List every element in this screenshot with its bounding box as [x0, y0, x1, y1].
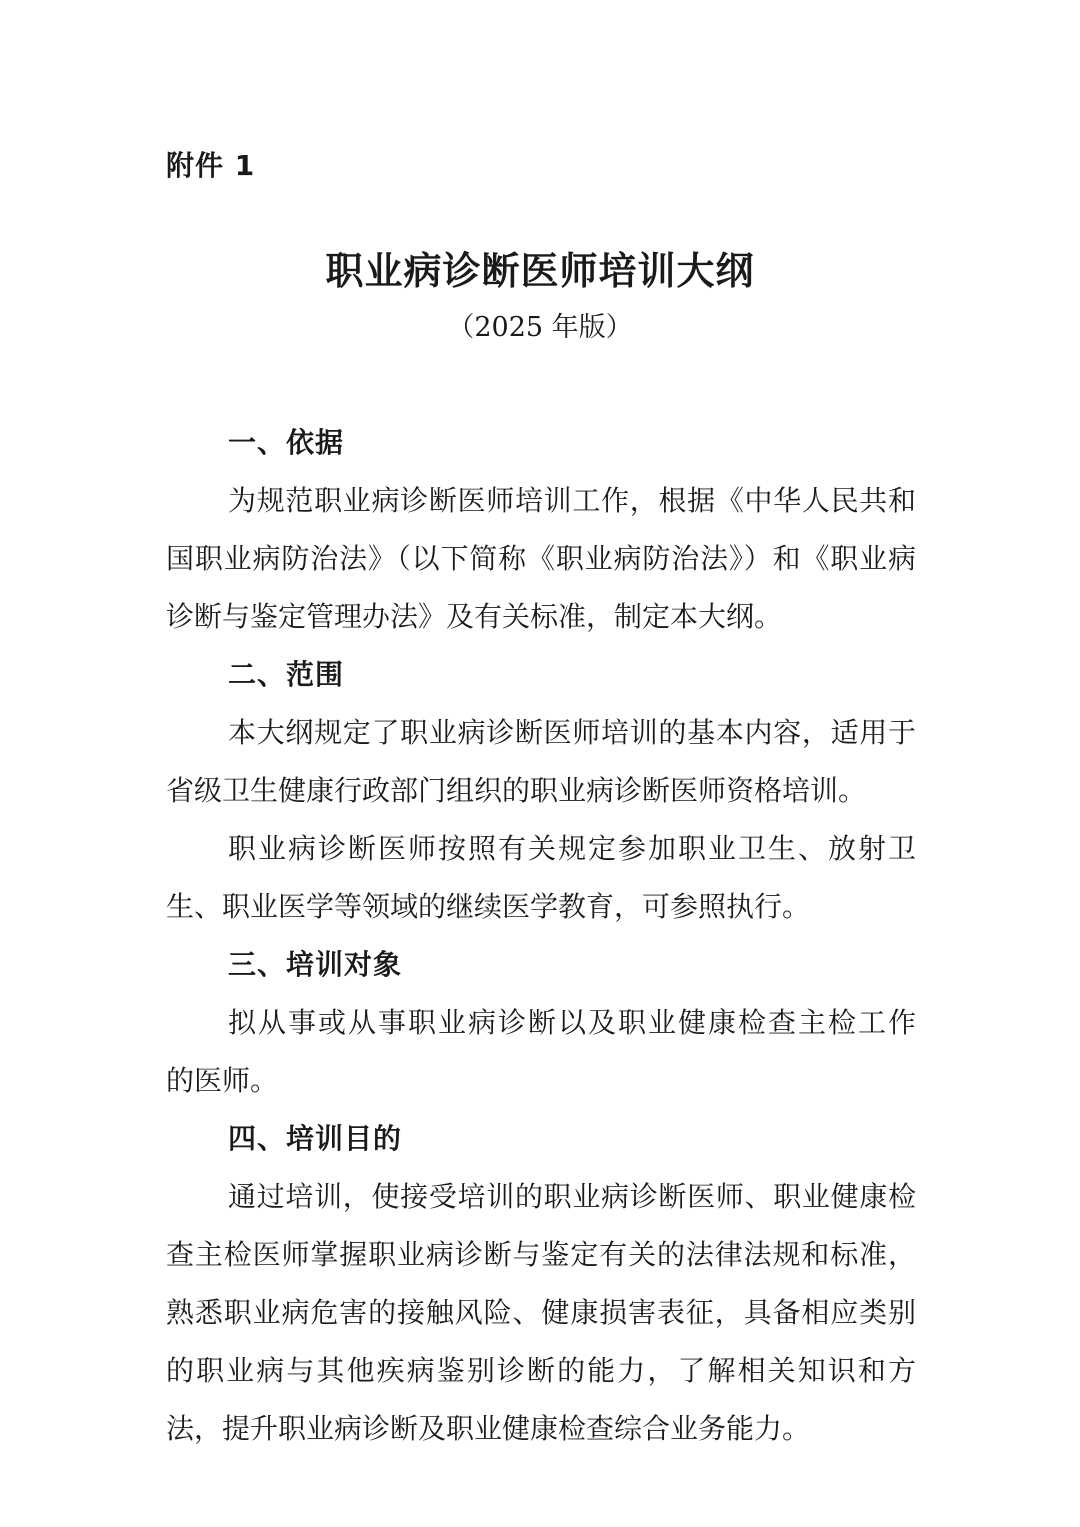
paragraph-line: 省级卫生健康行政部门组织的职业病诊断医师资格培训。: [166, 774, 867, 807]
paragraph-line: 为规范职业病诊断医师培训工作，根据《中华人民共和: [228, 484, 916, 517]
section-heading-trainees: 三、培训对象: [228, 948, 403, 981]
section-heading-objectives: 四、培训目的: [228, 1122, 403, 1155]
paragraph-line: 熟悉职业病危害的接触风险、健康损害表征，具备相应类别: [166, 1296, 916, 1329]
paragraph: [166, 704, 916, 820]
paragraph-line: 本大纲规定了职业病诊断医师培训的基本内容，适用于: [228, 716, 916, 749]
attachment-label: 附件 1: [166, 149, 256, 182]
paragraph-line: 法，提升职业病诊断及职业健康检查综合业务能力。: [166, 1412, 811, 1445]
document-title: 职业病诊断医师培训大纲: [325, 249, 755, 293]
paragraph-line: 通过培训，使接受培训的职业病诊断医师、职业健康检: [228, 1180, 916, 1213]
paragraph: [166, 820, 916, 936]
paragraph: [166, 994, 916, 1110]
section-heading-scope: 二、范围: [228, 658, 345, 691]
paragraph-line: 国职业病防治法》（以下简称《职业病防治法》）和《职业病: [166, 542, 916, 575]
paragraph-line: 的职业病与其他疾病鉴别诊断的能力，了解相关知识和方: [166, 1354, 916, 1387]
paragraph-line: 职业病诊断医师按照有关规定参加职业卫生、放射卫: [228, 832, 916, 865]
paragraph-line: 拟从事或从事职业病诊断以及职业健康检查主检工作: [228, 1006, 916, 1039]
paragraph-line: 生、职业医学等领域的继续医学教育，可参照执行。: [166, 890, 811, 923]
paragraph: [166, 1168, 916, 1458]
document-body: [166, 414, 916, 1458]
paragraph: [166, 472, 916, 646]
edition-note: （2025 年版）: [447, 312, 633, 343]
paragraph-line: 诊断与鉴定管理办法》及有关标准，制定本大纲。: [166, 600, 783, 633]
paragraph-line: 查主检医师掌握职业病诊断与鉴定有关的法律法规和标准，: [166, 1238, 916, 1271]
section-heading-basis: 一、依据: [228, 426, 345, 459]
paragraph-line: 的医师。: [166, 1064, 279, 1097]
